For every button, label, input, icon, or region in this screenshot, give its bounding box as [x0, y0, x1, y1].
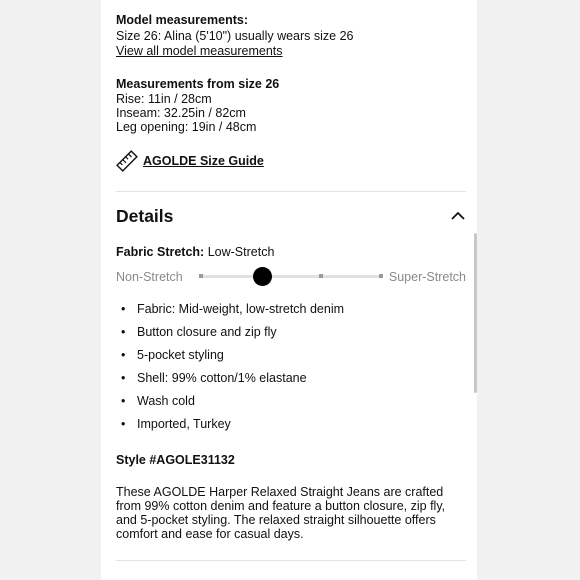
size-guide-link[interactable] [116, 150, 264, 172]
slider-step [379, 274, 383, 278]
ruler-icon [116, 150, 138, 172]
stretch-slider-thumb [253, 267, 272, 286]
product-description: These AGOLDE Harper Relaxed Straight Jeans are crafted from 99% cotton denim and feature a button closure, zip fly, and 5-pocket styling. The relaxed straight silhouette offers comfort and ease for casual days. [116, 485, 446, 541]
fabric-stretch-value: Low-Stretch [207, 245, 275, 259]
fabric-stretch-label: Fabric Stretch: [116, 245, 205, 259]
list-item: • Fabric: Mid-weight, low-stretch denim [121, 302, 345, 316]
leg-opening-measurement: Leg opening: 19in / 48cm [116, 120, 257, 134]
model-measurements-heading: Model measurements: [116, 13, 248, 27]
slider-step [319, 274, 323, 278]
product-details-panel [101, 0, 477, 580]
section-divider [116, 560, 466, 561]
section-divider [116, 191, 466, 192]
slider-min-label: Non-Stretch [116, 270, 183, 284]
size-guide-label: AGOLDE Size Guide [143, 154, 264, 168]
slider-step [199, 274, 203, 278]
stretch-slider-track [200, 275, 382, 278]
list-item: • Imported, Turkey [121, 417, 231, 431]
fabric-stretch-row [116, 245, 274, 259]
model-size-line: Size 26: Alina (5'10") usually wears size 26 [116, 29, 354, 43]
feature-list [116, 301, 344, 439]
view-model-measurements-link[interactable]: View all model measurements [116, 44, 283, 58]
details-title: Details [116, 206, 174, 226]
inseam-measurement: Inseam: 32.25in / 82cm [116, 106, 246, 120]
measurements-heading: Measurements from size 26 [116, 77, 280, 91]
chevron-up-icon[interactable] [450, 208, 466, 224]
list-item: • Shell: 99% cotton/1% elastane [121, 371, 307, 385]
list-item: • Button closure and zip fly [121, 325, 277, 339]
list-item: • 5-pocket styling [121, 348, 224, 362]
slider-max-label: Super-Stretch [388, 270, 466, 284]
style-number: Style #AGOLE31132 [116, 453, 235, 467]
rise-measurement: Rise: 11in / 28cm [116, 92, 212, 106]
scrollbar[interactable] [474, 233, 477, 393]
list-item: • Wash cold [121, 394, 195, 408]
